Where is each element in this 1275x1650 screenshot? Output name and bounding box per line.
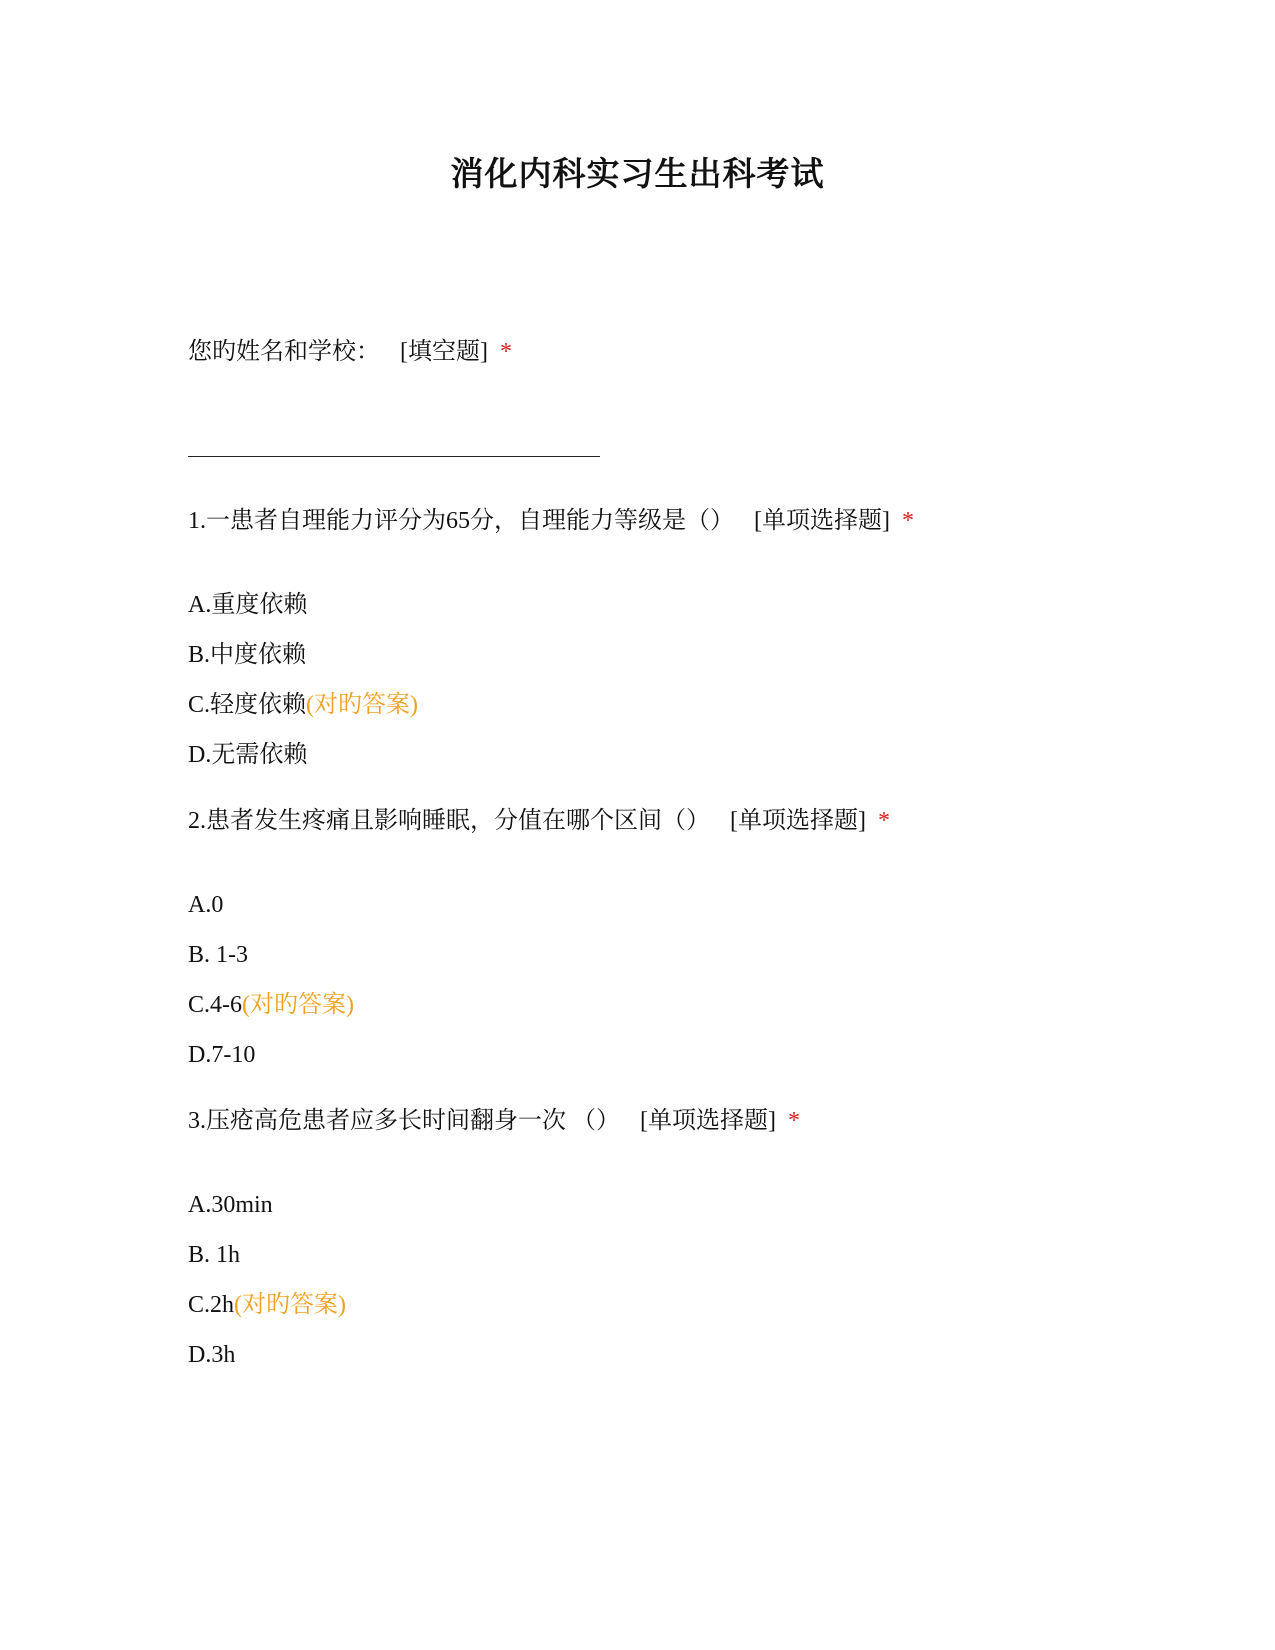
question-3-option-b[interactable] (188, 1240, 240, 1270)
option-text: B. 1h (188, 1242, 241, 1268)
question-3-type: [单项选择题] (640, 1108, 776, 1134)
name-field-label-row (188, 337, 512, 367)
option-text: B.中度依赖 (188, 642, 307, 668)
option-text: A.30min (188, 1192, 273, 1218)
question-1-option-d[interactable] (188, 740, 307, 770)
question-2-option-d[interactable] (188, 1040, 255, 1070)
question-3-prompt: 3.压疮高危患者应多长时间翻身一次 （） (188, 1108, 620, 1134)
correct-answer-note: (对旳答案) (234, 1292, 346, 1318)
question-1-prompt-row (188, 506, 914, 536)
option-text: C.轻度依赖 (188, 692, 307, 718)
name-field-type: [填空题] (400, 339, 488, 365)
option-text: A.重度依赖 (188, 592, 308, 618)
required-mark: * (499, 339, 512, 365)
question-2-option-c[interactable] (188, 990, 354, 1020)
option-text: A.0 (188, 892, 224, 918)
question-3-option-a[interactable] (188, 1190, 273, 1220)
name-answer-blank[interactable] (188, 456, 600, 457)
question-2-option-b[interactable] (188, 940, 248, 970)
option-text: C.2h (188, 1292, 235, 1318)
page-title: 消化内科实习生出科考试 (450, 157, 825, 193)
question-3-option-c[interactable] (188, 1290, 346, 1320)
option-text: C.4-6 (188, 992, 242, 1018)
question-1-option-a[interactable] (188, 590, 307, 620)
question-1-prompt: 1.一患者自理能力评分为65分，自理能力等级是（） (188, 508, 734, 534)
correct-answer-note: (对旳答案) (306, 692, 418, 718)
question-1-type: [单项选择题] (754, 508, 890, 534)
question-1-option-c[interactable] (188, 690, 418, 720)
correct-answer-note: (对旳答案) (242, 992, 354, 1018)
option-text: D.3h (188, 1342, 236, 1368)
option-text: D.无需依赖 (188, 742, 308, 768)
question-1-option-b[interactable] (188, 640, 306, 670)
required-mark: * (877, 808, 890, 834)
question-3-option-d[interactable] (188, 1340, 235, 1370)
option-text: B. 1-3 (188, 942, 248, 968)
required-mark: * (901, 508, 914, 534)
name-field-label: 您旳姓名和学校： (188, 339, 380, 365)
question-2-prompt: 2.患者发生疼痛且影响睡眠，分值在哪个区间（） (188, 808, 710, 834)
question-2-prompt-row (188, 806, 890, 836)
question-2-option-a[interactable] (188, 890, 223, 920)
option-text: D.7-10 (188, 1042, 256, 1068)
question-2-type: [单项选择题] (730, 808, 866, 834)
question-3-prompt-row (188, 1106, 800, 1136)
required-mark: * (787, 1108, 800, 1134)
